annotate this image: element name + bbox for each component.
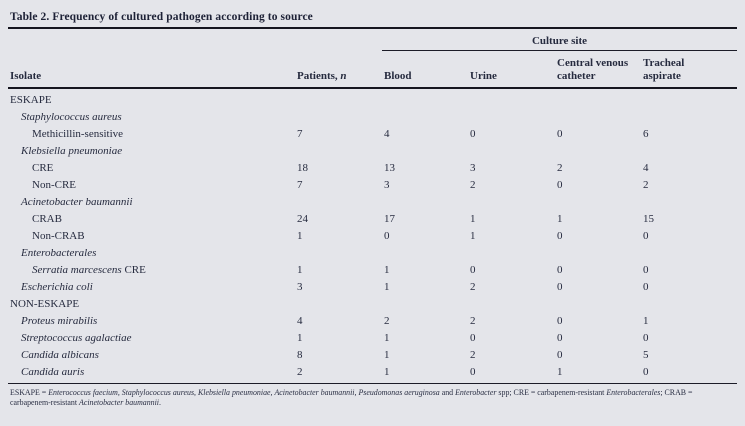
cell-tracheal-aspirate: 5	[643, 349, 649, 361]
cell-central-venous-catheter: 0	[557, 179, 563, 191]
italic-text-segment: Enterococcus faecium	[48, 388, 118, 397]
cell-urine: 2	[470, 179, 476, 191]
cell-central-venous-catheter	[555, 296, 641, 313]
cell-patients	[295, 296, 382, 313]
row-label	[8, 160, 295, 177]
cell-blood: 0	[384, 230, 390, 242]
italic-text-segment: Staphylococcus aureus	[21, 111, 122, 123]
text-segment: CRE	[121, 264, 146, 276]
cell-central-venous-catheter: 0	[557, 315, 563, 327]
text-segment: .	[159, 398, 161, 407]
cell-patients: 24	[297, 213, 308, 225]
cell-blood	[382, 245, 468, 262]
row-label	[8, 330, 295, 347]
cell-patients	[295, 143, 382, 160]
cell-central-venous-catheter: 1	[557, 366, 563, 378]
text-segment: Patients,	[297, 69, 341, 82]
cell-urine: 1	[470, 230, 476, 242]
cell-tracheal-aspirate	[641, 109, 737, 126]
cell-tracheal-aspirate: 4	[643, 162, 649, 174]
italic-text-segment: Enterobacterales	[606, 388, 661, 397]
cell-blood: 1	[384, 349, 390, 361]
row-label	[8, 364, 295, 381]
cell-central-venous-catheter: 0	[557, 332, 563, 344]
cell-patients	[295, 109, 382, 126]
italic-text-segment: Enterobacter	[455, 388, 497, 397]
cell-tracheal-aspirate	[641, 296, 737, 313]
cell-blood	[382, 109, 468, 126]
cell-urine: 0	[470, 366, 476, 378]
row-label	[8, 126, 295, 143]
italic-text-segment: Enterobacterales	[21, 247, 97, 259]
cell-tracheal-aspirate: 2	[643, 179, 649, 191]
column-header-urine: Urine	[470, 69, 497, 82]
text-segment: ,	[194, 388, 198, 397]
italic-text-segment: Pseudomonas aeruginosa	[358, 388, 440, 397]
cell-central-venous-catheter: 1	[557, 213, 563, 225]
cell-patients: 1	[297, 230, 303, 242]
italic-text-segment: n	[340, 69, 347, 82]
row-label	[8, 313, 295, 330]
cell-central-venous-catheter	[555, 109, 641, 126]
cell-tracheal-aspirate: 6	[643, 128, 649, 140]
cell-blood: 3	[384, 179, 390, 191]
cell-tracheal-aspirate: 1	[643, 315, 649, 327]
italic-text-segment: Streptococcus agalactiae	[21, 332, 132, 344]
cell-urine	[468, 296, 555, 313]
cell-patients: 1	[297, 264, 303, 276]
text-segment: and	[439, 388, 456, 397]
cell-blood	[382, 296, 468, 313]
row-label	[8, 92, 295, 109]
cell-urine	[468, 245, 555, 262]
column-header-tracheal-aspirate: Tracheal aspirate	[643, 57, 685, 82]
cell-patients	[295, 194, 382, 211]
italic-text-segment: Acinetobacter baumannii	[79, 398, 160, 407]
column-header-blood: Blood	[384, 69, 412, 82]
cell-patients	[295, 92, 382, 109]
row-label	[8, 194, 295, 211]
row-label	[8, 262, 295, 279]
cell-urine: 3	[470, 162, 476, 174]
cell-blood	[382, 194, 468, 211]
cell-patients: 7	[297, 128, 303, 140]
cell-blood	[382, 143, 468, 160]
cell-patients: 7	[297, 179, 303, 191]
italic-text-segment: Proteus mirabilis	[21, 315, 98, 327]
cell-urine	[468, 109, 555, 126]
cell-blood: 13	[384, 162, 395, 174]
italic-text-segment: Klebsiella pneumoniae	[197, 388, 271, 397]
cell-patients: 18	[297, 162, 308, 174]
cell-central-venous-catheter: 0	[557, 230, 563, 242]
cell-patients	[295, 245, 382, 262]
text-segment: CRE	[32, 162, 54, 174]
italic-text-segment: Candida auris	[21, 366, 85, 378]
text-segment: ,	[117, 388, 122, 397]
text-segment: Non-CRE	[32, 179, 76, 191]
italic-text-segment: Staphylococcus aureus	[121, 388, 195, 397]
cell-tracheal-aspirate: 0	[643, 230, 649, 242]
cell-urine: 2	[470, 349, 476, 361]
cell-blood: 1	[384, 281, 390, 293]
text-segment: CRAB	[32, 213, 62, 225]
cell-blood: 4	[384, 128, 390, 140]
cell-urine: 2	[470, 281, 476, 293]
cell-urine: 2	[470, 315, 476, 327]
cell-patients: 1	[297, 332, 303, 344]
cell-central-venous-catheter	[555, 143, 641, 160]
cell-patients: 2	[297, 366, 303, 378]
cell-patients: 4	[297, 315, 303, 327]
cell-tracheal-aspirate	[641, 245, 737, 262]
cell-urine: 0	[470, 264, 476, 276]
row-label	[8, 143, 295, 160]
cell-urine	[468, 143, 555, 160]
table-title: Table 2. Frequency of cultured pathogen according to source	[10, 11, 313, 23]
cell-tracheal-aspirate: 0	[643, 332, 649, 344]
cell-central-venous-catheter: 2	[557, 162, 563, 174]
table-header	[8, 29, 737, 87]
cell-tracheal-aspirate	[641, 143, 737, 160]
cell-patients: 3	[297, 281, 303, 293]
cell-central-venous-catheter: 0	[557, 128, 563, 140]
cell-tracheal-aspirate	[641, 194, 737, 211]
text-segment: Non-CRAB	[32, 230, 85, 242]
row-label	[8, 228, 295, 245]
text-segment: ,	[354, 388, 359, 397]
text-segment: ESKAPE	[10, 94, 52, 106]
column-header-central-venous-catheter: Central venous catheter	[557, 57, 629, 82]
italic-text-segment: Candida albicans	[21, 349, 99, 361]
row-label	[8, 245, 295, 262]
row-label	[8, 109, 295, 126]
italic-text-segment: Serratia marcescens	[32, 264, 122, 276]
cell-urine: 0	[470, 128, 476, 140]
cell-blood: 1	[384, 332, 390, 344]
column-header-isolate: Isolate	[10, 69, 42, 82]
cell-tracheal-aspirate: 0	[643, 281, 649, 293]
cell-blood: 17	[384, 213, 395, 225]
row-label	[8, 347, 295, 364]
cell-central-venous-catheter	[555, 194, 641, 211]
row-label	[8, 177, 295, 194]
text-segment: Methicillin-sensitive	[32, 128, 124, 140]
cell-patients: 8	[297, 349, 303, 361]
cell-blood	[382, 92, 468, 109]
cell-urine: 1	[470, 213, 476, 225]
text-segment: spp; CRE = carbapenem-resistant	[496, 388, 607, 397]
cell-tracheal-aspirate	[641, 92, 737, 109]
cell-tracheal-aspirate: 15	[643, 213, 654, 225]
cell-urine	[468, 92, 555, 109]
text-segment: NON-ESKAPE	[10, 298, 80, 310]
table-footnote	[8, 384, 737, 408]
text-segment: ,	[270, 388, 275, 397]
cell-urine	[468, 194, 555, 211]
cell-tracheal-aspirate: 0	[643, 264, 649, 276]
cell-central-venous-catheter	[555, 245, 641, 262]
cell-central-venous-catheter: 0	[557, 264, 563, 276]
italic-text-segment: Acinetobacter baumannii	[274, 388, 355, 397]
text-segment: ; CRAB = carbapenem-resistant	[10, 388, 693, 407]
cell-blood: 1	[384, 366, 390, 378]
cell-blood: 2	[384, 315, 390, 327]
italic-text-segment: Klebsiella pneumoniae	[21, 145, 123, 157]
row-label	[8, 279, 295, 296]
italic-text-segment: Acinetobacter baumannii	[21, 196, 133, 208]
culture-site-header: Culture site	[382, 29, 737, 51]
table-body	[8, 89, 737, 381]
cell-central-venous-catheter: 0	[557, 281, 563, 293]
cell-tracheal-aspirate: 0	[643, 366, 649, 378]
row-label	[8, 211, 295, 228]
cell-blood: 1	[384, 264, 390, 276]
text-segment: ESKAPE =	[10, 388, 49, 397]
cell-central-venous-catheter	[555, 92, 641, 109]
row-label	[8, 296, 295, 313]
cell-urine: 0	[470, 332, 476, 344]
column-header-patients	[295, 64, 382, 88]
italic-text-segment: Escherichia coli	[21, 281, 93, 293]
cell-central-venous-catheter: 0	[557, 349, 563, 361]
